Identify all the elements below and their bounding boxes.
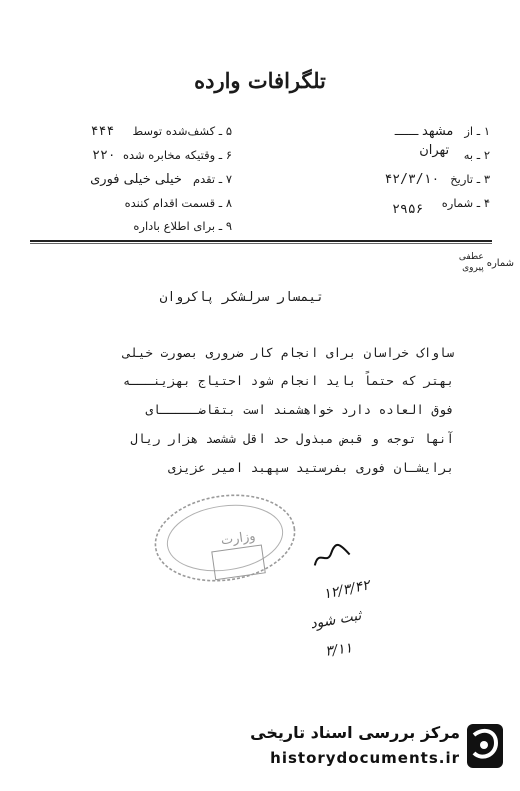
field-label: ۴ ـ شماره [441,196,490,210]
field-value: ۴۴۴ [90,124,115,139]
field-label: ۹ ـ برای اطلاع باداره [133,219,232,233]
field-to [419,143,490,163]
watermark-title: مرکز بررسی اسناد تاریخی [250,723,460,742]
field-label: ۶ ـ وقتیکه مخابره شده [122,148,232,162]
salutation: تیمسار سرلشکر پاکروان [159,290,324,305]
body-line: بهتر که حتماً باید انجام شود احتیاج بهزینـــه [122,373,454,388]
reference-block [459,252,514,274]
field-label: ۷ ـ تقدم [192,172,232,186]
watermark-url: historydocuments.ir [270,749,460,767]
body-line: ساواک خراسان برای انجام کار ضروری بصورت خیلی [122,345,454,360]
field-action-section [125,196,232,210]
field-value: ۲۹۵۶ [392,202,424,217]
field-value: مشهد [422,124,454,139]
handwritten-note: ۳/۱۱ [323,640,353,660]
body-line: فوق العاده دارد خواهشمند است بتقاضـــــای [145,402,454,417]
document-title: تلگرافات وارده [194,68,326,93]
field-value: خیلی خیلی فوری [90,172,182,187]
field-date [384,172,490,187]
reference-top: عطفی [458,252,484,262]
reference-bottom: پیروی [462,263,484,273]
divider [30,243,492,244]
field-for-info [133,219,232,233]
field-from: ۱ ـ از مشهد ـــــــ [394,124,490,139]
watermark-logo [242,715,512,777]
field-value: تهران [419,143,450,158]
field-sent-time [92,148,232,163]
handwritten-date: ۱۲/۳/۴۲ [321,577,372,603]
body-line: برایشـان فوری بفرستید سپهبد امیر عزیزی [168,460,454,475]
reference-label: شماره [486,257,514,269]
field-label: ۵ ـ کشف‌شده توسط [132,124,232,138]
field-label: ۱ ـ از [464,124,490,138]
field-label: ۸ ـ قسمت اقدام کننده [124,196,232,210]
field-number [392,196,490,217]
stamp-text: وزارت [220,528,257,549]
handwritten-signature [310,540,354,576]
field-label: ۲ ـ به [463,148,490,162]
field-label: ۳ ـ تاریخ [450,172,490,186]
official-stamp [150,488,300,588]
field-value: ۴۲/۳/۱۰ [384,172,440,187]
body-line: آنها توجه و قبض مبذول حد اقل ششصد هزار ریال [130,431,454,446]
field-decoded-by [91,124,232,139]
field-value: ۲۲۰ [92,148,116,163]
handwritten-note: ثبت شود [309,607,363,633]
divider [30,240,492,242]
field-priority [90,172,232,187]
archive-logo-icon [464,721,506,771]
